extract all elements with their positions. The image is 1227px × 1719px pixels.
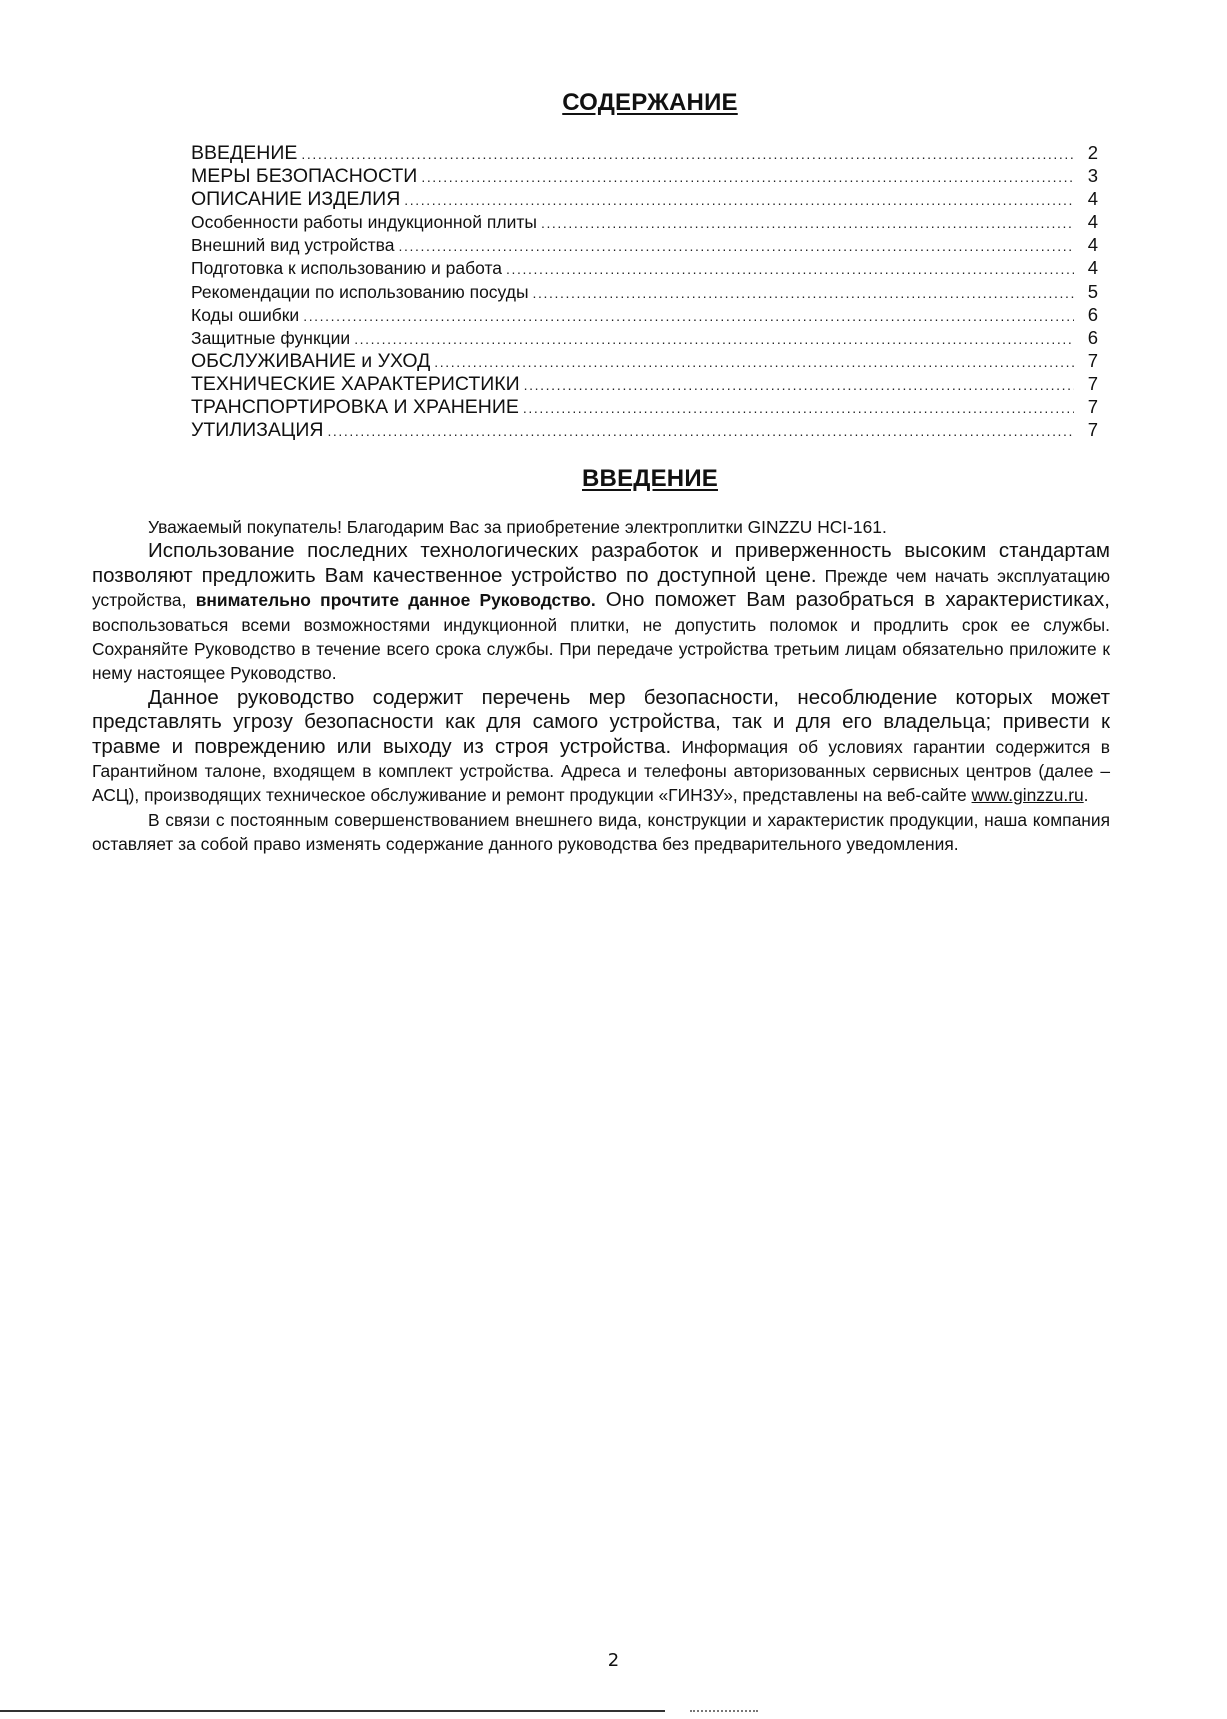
toc-leader-dots [524, 374, 1074, 397]
toc-leader-dots [327, 420, 1074, 443]
toc-page-number: 5 [1087, 280, 1098, 302]
toc-leader-dots [523, 397, 1074, 420]
toc-label: ВВЕДЕНИЕ [191, 142, 298, 164]
intro-paragraph-2 [92, 539, 1110, 685]
intro-section [92, 515, 1110, 857]
intro-p3-lead: Данное руководство содержит перечень мер безопасности, несоблюдение которых может представлять угрозу безопасности как для самого устройства, так и для его владельца; привести к травме и повреждению или выходу из строя устройства. [92, 685, 1110, 758]
toc-label: Подготовка к использованию и работа [191, 258, 503, 279]
toc-row[interactable] [191, 303, 1098, 326]
toc-label: ОПИСАНИЕ ИЗДЕЛИЯ [191, 188, 401, 211]
toc-row[interactable] [191, 372, 1098, 395]
toc-row[interactable] [191, 141, 1098, 164]
toc-leader-dots [404, 189, 1074, 212]
toc-row[interactable] [191, 326, 1098, 349]
toc-leader-dots [303, 305, 1074, 328]
toc-page-number: 4 [1087, 211, 1098, 233]
intro-paragraph-1 [92, 515, 1110, 539]
toc-row[interactable] [191, 280, 1098, 303]
website-link[interactable]: www.ginzzu.ru [971, 785, 1084, 806]
toc-page-number: 3 [1087, 165, 1098, 187]
intro-p2-text: Прежде чем начать эксплуатацию устройства, [92, 565, 1110, 611]
toc-page-number: 6 [1087, 326, 1098, 348]
intro-p2-big: Оно поможет Вам разобраться в характеристиках, [595, 588, 1111, 612]
toc-row[interactable] [191, 256, 1098, 279]
toc-page-number: 7 [1087, 349, 1098, 371]
toc-label: Особенности работы индукционной плиты [191, 212, 537, 233]
toc-page-number: 7 [1087, 419, 1098, 441]
toc-leader-dots [434, 351, 1074, 374]
toc-label: ТРАНСПОРТИРОВКА И ХРАНЕНИЕ [191, 396, 519, 419]
toc-label: ОБСЛУЖИВАНИЕ и УХОД [191, 349, 431, 372]
intro-p2-rest: воспользоваться всеми возможностями индукционной плитки, не допустить поломок и продлить срок ее службы. Сохраняйте Руководство в течение всего срока службы. При передаче устройства третьим лицам обязательно приложите к нему настоящее Руководство. [92, 614, 1110, 684]
toc-leader-dots [354, 328, 1074, 351]
toc-leader-dots [541, 212, 1074, 235]
toc-row[interactable] [191, 210, 1098, 233]
toc-heading: СОДЕРЖАНИЕ [562, 89, 738, 116]
toc-row[interactable] [191, 164, 1098, 187]
toc-page-number: 4 [1087, 257, 1098, 279]
footer-rule [0, 1710, 665, 1712]
toc-row[interactable] [191, 349, 1098, 372]
toc-page-number: 4 [1087, 234, 1098, 256]
toc-label: УТИЛИЗАЦИЯ [191, 419, 324, 442]
toc-leader-dots [533, 282, 1074, 305]
intro-p3-text: Информация об условиях гарантии содержится в Гарантийном талоне, входящем в комплект устройства. Адреса и телефоны авторизованных сервисных центров (далее – АСЦ), производящих техническое обслуживание и ремонт продукции «ГИНЗУ», представлены на веб-сайте [92, 736, 1110, 806]
toc-label: МЕРЫ БЕЗОПАСНОСТИ [191, 165, 418, 188]
table-of-contents [191, 141, 1098, 441]
toc-page-number: 7 [1087, 372, 1098, 394]
toc-row[interactable] [191, 187, 1098, 210]
intro-paragraph-4 [92, 808, 1110, 857]
intro-greeting: Уважаемый покупатель! Благодарим Вас за приобретение электроплитки GINZZU HCI-161. [148, 517, 887, 537]
page-number: 2 [607, 1650, 620, 1671]
toc-label: Рекомендации по использованию посуды [191, 281, 529, 302]
toc-row[interactable] [191, 233, 1098, 256]
footer-mark [690, 1710, 758, 1715]
toc-leader-dots [399, 235, 1075, 258]
intro-heading: ВВЕДЕНИЕ [582, 465, 718, 492]
toc-leader-dots [301, 143, 1074, 166]
toc-label: Защитные функции [191, 327, 351, 348]
intro-p4-text: В связи с постоянным совершенствованием внешнего вида, конструкции и характеристик продукции, наша компания оставляет за собой право изменять содержание данного руководства без предварительного уведомления. [92, 809, 1110, 855]
intro-paragraph-3 [92, 686, 1110, 808]
toc-page-number: 7 [1087, 396, 1098, 418]
toc-label: Внешний вид устройства [191, 235, 395, 256]
toc-page-number: 2 [1087, 142, 1098, 163]
toc-label: ТЕХНИЧЕСКИЕ ХАРАКТЕРИСТИКИ [191, 372, 520, 395]
toc-row[interactable] [191, 395, 1098, 418]
intro-p2-bold: внимательно прочтите данное Руководство. [195, 590, 596, 611]
intro-p3-end: . [1083, 785, 1089, 806]
intro-p2-lead: Использование последних технологических разработок и приверженность высоким стандартам позволяют предложить Вам качественное устройство по доступной цене. [92, 539, 1110, 587]
toc-page-number: 4 [1087, 188, 1098, 210]
toc-label: Коды ошибки [191, 304, 300, 325]
toc-leader-dots [506, 258, 1074, 281]
toc-row[interactable] [191, 418, 1098, 441]
toc-leader-dots [421, 166, 1074, 189]
toc-page-number: 6 [1087, 303, 1098, 325]
